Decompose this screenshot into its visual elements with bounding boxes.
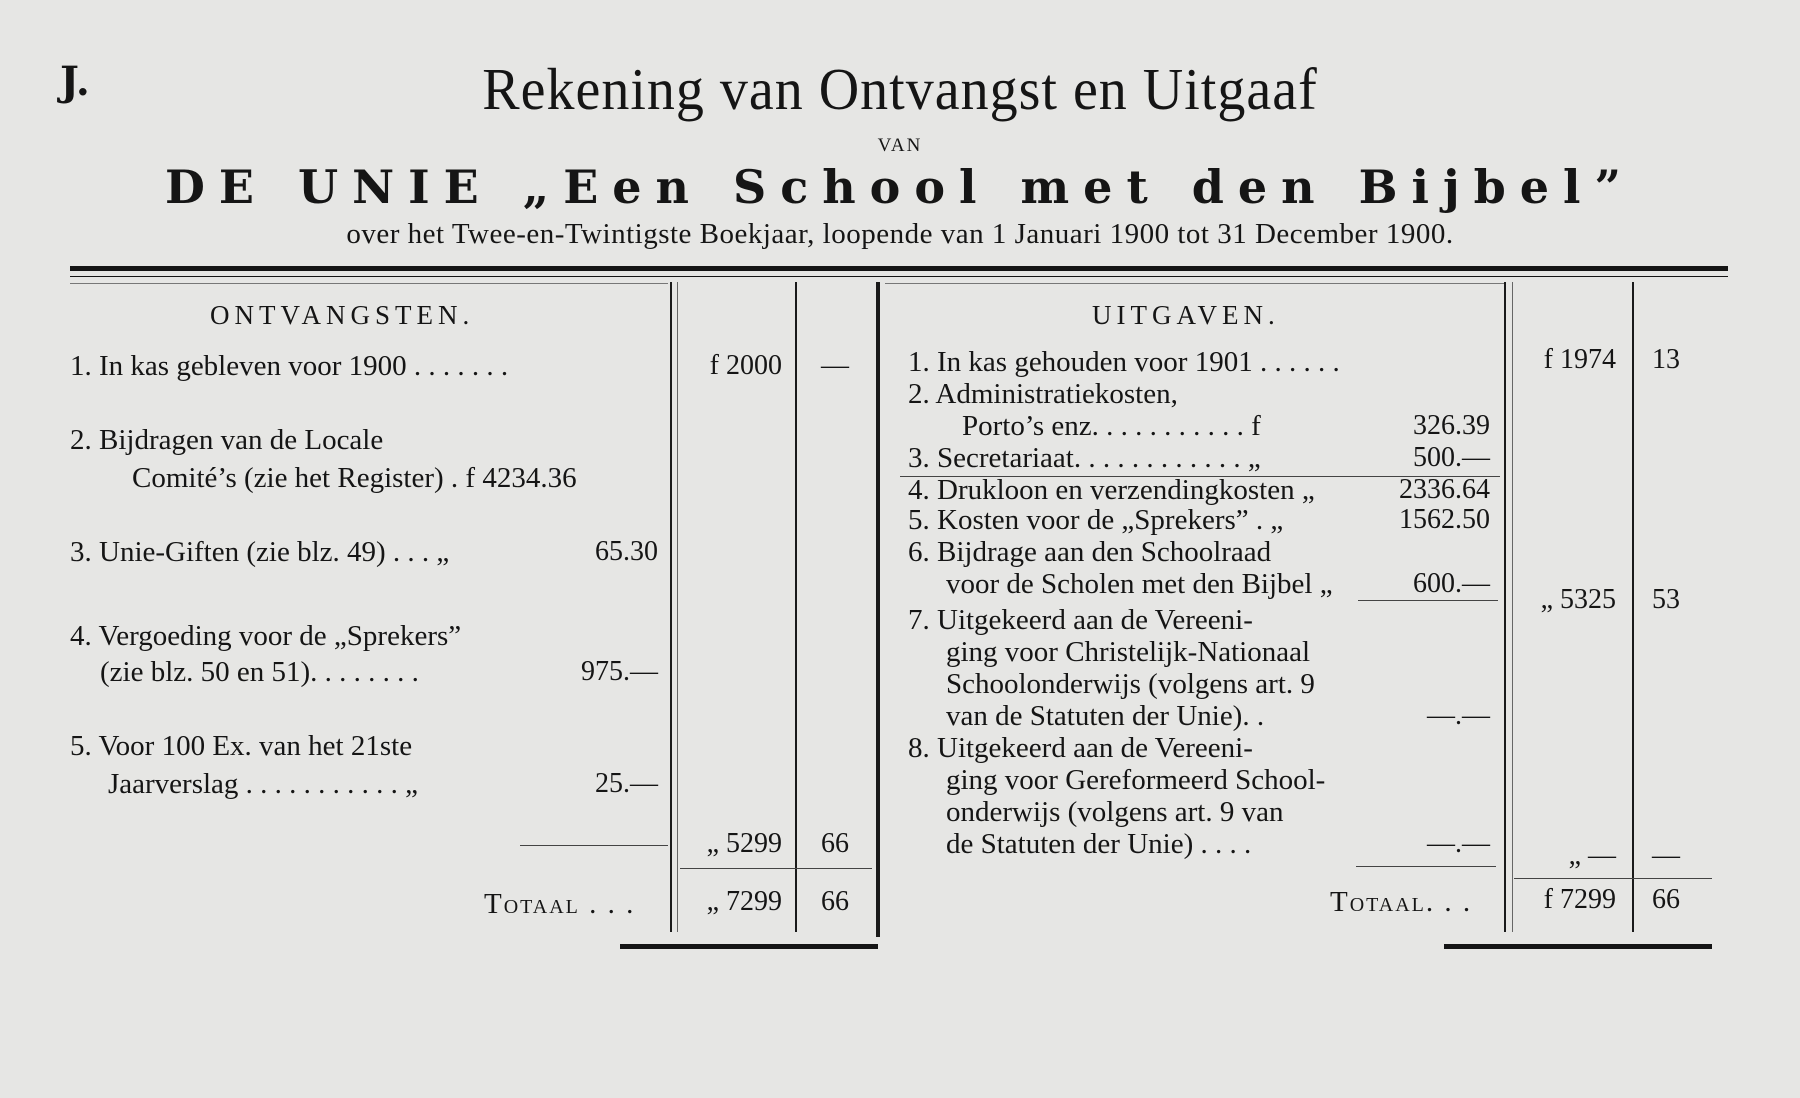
uitgave-item-8-line1: 8. Uitgekeerd aan de Vereeni- (908, 732, 1253, 764)
ontvangst-item-4-line1: 4. Vergoeding voor de „Sprekers” (70, 620, 462, 652)
ontvangsten-totaal-guilders: „ 7299 (706, 886, 782, 917)
ontvangst-item-1-guilders: f 2000 (709, 350, 782, 381)
uitgave-item-8-line4: de Statuten der Unie) . . . . (946, 828, 1252, 860)
uitgave-item-6-amount: 600.— (1413, 568, 1490, 599)
ontvangsten-totaal-label: Totaal . . . (484, 888, 636, 920)
uitgaven-heading: UITGAVEN. (1092, 300, 1280, 330)
page-letter: J. (60, 58, 90, 105)
uitgave-item-7-line1: 7. Uitgekeerd aan de Vereeni- (908, 604, 1253, 636)
ontvangst-item-2-line1: 2. Bijdragen van de Locale (70, 424, 384, 456)
document-title: Rekening van Ontvangst en Uitgaaf (482, 57, 1318, 123)
ontvangst-item-5-line1: 5. Voor 100 Ex. van het 21ste (70, 730, 413, 762)
uitgaven-blank-cents: — (1652, 840, 1680, 871)
uitgave-item-7-amount: —.— (1427, 700, 1490, 731)
uitgaven-col-rule-1b (1512, 282, 1513, 932)
uitgave-item-3: 3. Secretariaat. . . . . . . . . . . . „ (908, 442, 1261, 474)
uitgave-item-2-amount: 326.39 (1413, 410, 1490, 441)
uitgave-item-6-line2: voor de Scholen met den Bijbel „ (946, 568, 1333, 600)
uitgave-item-8-amount: —.— (1427, 828, 1490, 859)
uitgaven-col-rule-2 (1632, 282, 1634, 932)
ontvangst-item-5-amount: 25.— (595, 768, 658, 799)
ontvangsten-subtotal-cents: 66 (821, 828, 849, 859)
uitgaven-heading-rule (885, 283, 1505, 284)
uitgaven-group-guilders: „ 5325 (1540, 584, 1616, 615)
uitgave-item-1-cents: 13 (1652, 344, 1680, 375)
uitgaven-blank-guilders: „ — (1568, 840, 1616, 871)
header-rule-thin (70, 276, 1728, 277)
uitgave-item-6-line1: 6. Bijdrage aan den Schoolraad (908, 536, 1272, 568)
uitgaven-group-cents: 53 (1652, 584, 1680, 615)
uitgave-item-3-amount: 500.— (1413, 442, 1490, 473)
ontvangst-item-3-amount: 65.30 (595, 536, 658, 567)
ontvangsten-closing-rule (620, 944, 878, 949)
center-divider (876, 282, 880, 937)
ontvangsten-total-rule (680, 868, 872, 869)
uitgaven-closing-rule (1444, 944, 1712, 949)
ontvangst-item-5-line2: Jaarverslag . . . . . . . . . . . „ (108, 768, 419, 800)
ontvangsten-col-rule-1 (670, 282, 672, 932)
uitgave-item-4-amount: 2336.64 (1399, 474, 1490, 505)
ontvangsten-subtotal-guilders: „ 5299 (706, 828, 782, 859)
uitgave-item-7-line4: van de Statuten der Unie). . (946, 700, 1265, 732)
uitgaven-totaal-guilders: f 7299 (1543, 884, 1616, 915)
ontvangst-item-2-line2: Comité’s (zie het Register) . f 4234.36 (132, 462, 577, 494)
uitgaven-totaal-label: Totaal. . . (1330, 886, 1473, 918)
header-rule-thick (70, 266, 1728, 271)
ontvangsten-col-rule-1b (677, 282, 678, 932)
uitgaven-total-rule (1514, 878, 1712, 879)
ontvangsten-heading: ONTVANGSTEN. (210, 300, 475, 330)
uitgave-item-2-line1: 2. Administratiekosten, (908, 378, 1178, 410)
ontvangst-item-4-line2: (zie blz. 50 en 51). . . . . . . . (100, 656, 419, 688)
uitgave-item-1: 1. In kas gehouden voor 1901 . . . . . . (908, 346, 1340, 378)
ontvangsten-subtotal-rule (520, 845, 668, 846)
uitgave-item-1-guilders: f 1974 (1543, 344, 1616, 375)
uitgave-item-5-amount: 1562.50 (1399, 504, 1490, 535)
uitgaven-col-rule-1 (1504, 282, 1506, 932)
uitgaven-subtotal-rule (1356, 866, 1496, 867)
title-van: VAN (877, 135, 923, 156)
organisation-name: DE UNIE „Een School met den Bijbel” (165, 160, 1635, 214)
uitgave-item-7-line3: Schoolonderwijs (volgens art. 9 (946, 668, 1315, 700)
ontvangsten-col-rule-2 (795, 282, 797, 932)
uitgave-item-8-line3: onderwijs (volgens art. 9 van (946, 796, 1284, 828)
fiscal-year-subtitle: over het Twee-en-Twintigste Boekjaar, loopende van 1 Januari 1900 tot 31 December 1900. (346, 218, 1454, 250)
uitgave-item-2-line2: Porto’s enz. . . . . . . . . . . f (962, 410, 1261, 442)
ontvangst-item-4-amount: 975.— (581, 656, 658, 687)
uitgave-item-4: 4. Drukloon en verzendingkosten „ (908, 474, 1315, 506)
uitgave-item-7-line2: ging voor Christelijk-Nationaal (946, 636, 1311, 668)
uitgave-item-5: 5. Kosten voor de „Sprekers” . „ (908, 504, 1284, 536)
uitgaven-totaal-cents: 66 (1652, 884, 1680, 915)
ontvangst-item-3: 3. Unie-Giften (zie blz. 49) . . . „ (70, 536, 450, 568)
uitgaven-inner-rule-2 (1358, 600, 1498, 601)
ontvangsten-heading-rule (70, 283, 668, 284)
ontvangst-item-1: 1. In kas gebleven voor 1900 . . . . . . . (70, 350, 509, 382)
ontvangsten-totaal-cents: 66 (821, 886, 849, 917)
uitgave-item-8-line2: ging voor Gereformeerd School- (946, 764, 1326, 796)
ontvangst-item-1-cents: — (821, 350, 849, 381)
